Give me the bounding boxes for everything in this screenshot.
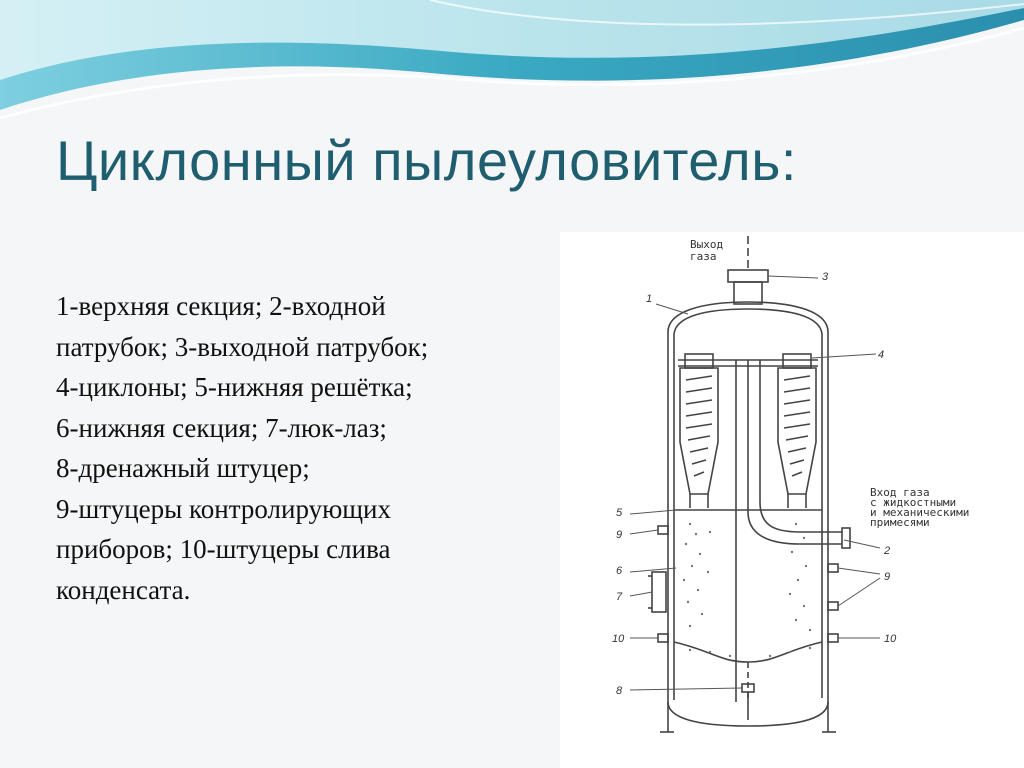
callout-8: 8 — [616, 685, 623, 697]
inlet-label-4: примесями — [870, 516, 930, 529]
legend-line: 1-верхняя секция; 2-входной — [56, 291, 386, 321]
fitting-9-right-b — [828, 602, 838, 610]
callout-2: 2 — [884, 545, 891, 557]
callout-5: 5 — [616, 507, 623, 519]
callout-9-left: 9 — [616, 529, 623, 541]
callout-10-right: 10 — [884, 633, 897, 645]
outlet-label-1: Выход — [690, 238, 724, 251]
inlet-flange — [842, 528, 850, 548]
legend-line: 6-нижняя секция; 7-люк-лаз; — [56, 412, 387, 443]
legend-line: 4-циклоны; 5-нижняя решётка; — [56, 372, 413, 402]
cyclone-left — [680, 354, 718, 508]
inlet-pipe — [760, 502, 842, 532]
fitting-9-right-a — [828, 564, 838, 572]
bottom-liquid-surface — [674, 642, 822, 662]
manhole — [652, 572, 666, 612]
legend-line: конденсата. — [56, 574, 191, 605]
dust-particles — [683, 523, 811, 657]
fitting-10-right — [828, 634, 838, 642]
outlet-flange — [728, 270, 768, 282]
callout-1: 1 — [646, 293, 653, 305]
fitting-9-left — [658, 526, 668, 534]
cyclone-right — [778, 354, 816, 508]
legend-line: 8-дренажный штуцер; — [56, 453, 310, 483]
legend-line: патрубок; 3-выходной патрубок; — [56, 331, 429, 362]
callout-9-right: 9 — [884, 571, 891, 583]
fitting-10-left — [658, 634, 668, 642]
slide-title: Циклонный пылеуловитель: — [56, 129, 797, 192]
inlet-label-1: Вход газа — [870, 486, 930, 499]
callout-4: 4 — [878, 349, 885, 361]
header-wave-decoration — [0, 0, 1024, 120]
inlet-label-2: с жидкостными — [870, 496, 957, 509]
inlet-label-3: и механическими — [870, 506, 970, 519]
legend-line: приборов; 10-штуцеры слива — [56, 534, 391, 564]
legend-line: 9-штуцеры контролирующих — [56, 493, 391, 524]
callout-3: 3 — [822, 271, 829, 283]
callout-6: 6 — [616, 565, 623, 577]
outlet-nozzle — [734, 282, 762, 304]
callout-10-left: 10 — [612, 633, 625, 645]
cyclone-diagram — [560, 232, 1024, 768]
cyclone-drawing — [560, 232, 1024, 768]
callout-7: 7 — [616, 591, 623, 603]
legend-text — [56, 286, 526, 610]
outlet-label-2: газа — [690, 250, 717, 263]
